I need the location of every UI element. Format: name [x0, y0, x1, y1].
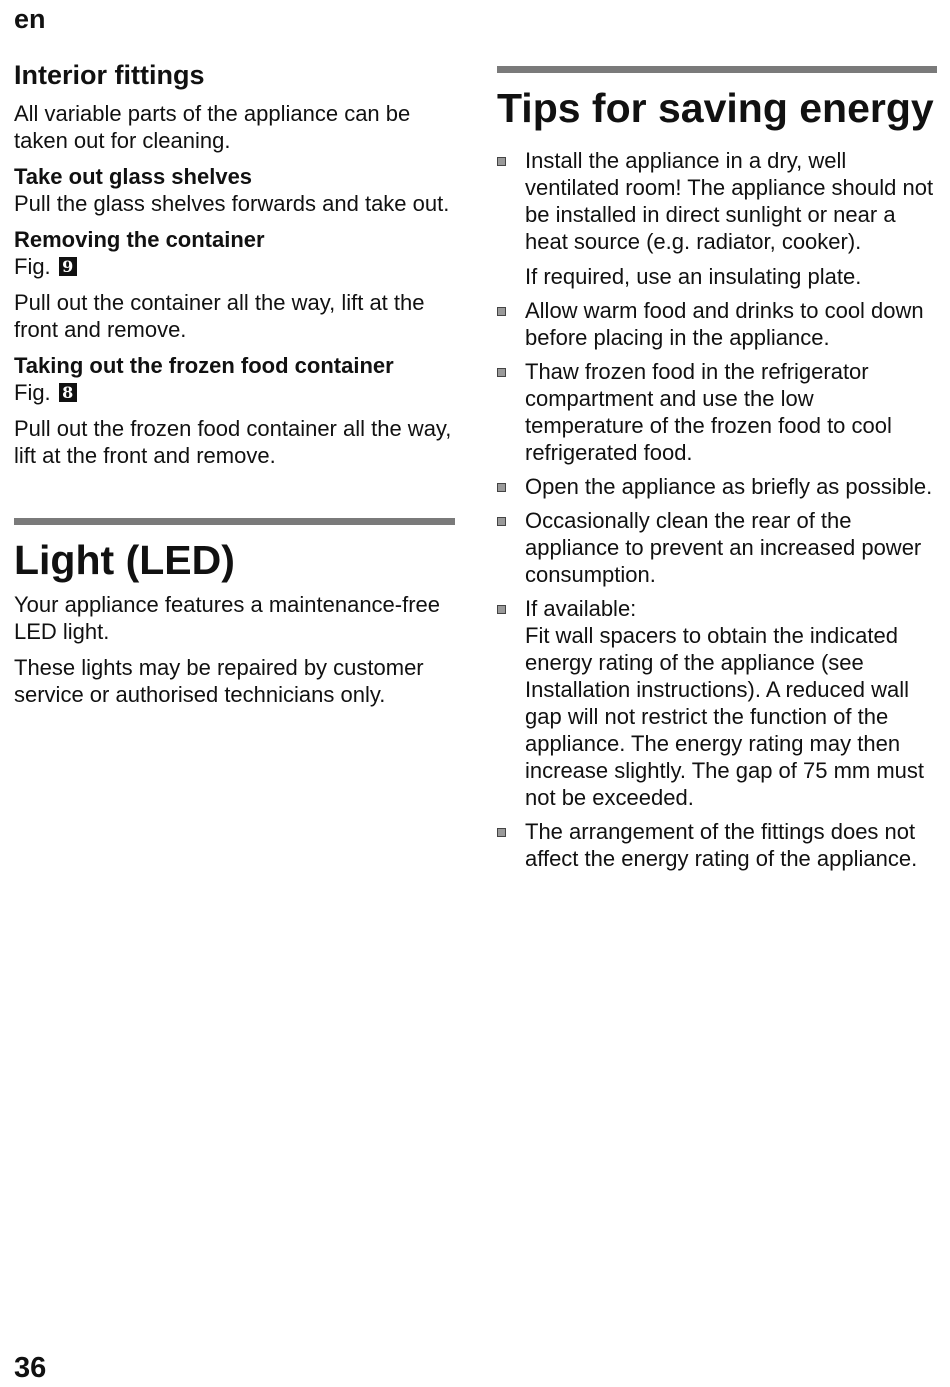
tips-heading: Tips for saving energy	[497, 85, 934, 131]
tip-text: The arrangement of the fittings does not affect the energy rating of the appliance.	[525, 819, 918, 871]
interior-fittings-heading: Interior fittings	[14, 60, 205, 90]
list-item	[497, 507, 937, 588]
list-item	[497, 297, 937, 351]
container-section	[14, 226, 455, 343]
tips-list	[497, 147, 937, 872]
list-item	[497, 595, 937, 811]
tip-extra-text: If required, use an insulating plate.	[525, 264, 862, 289]
square-bullet-icon	[497, 605, 506, 614]
square-bullet-icon	[497, 307, 506, 316]
fig-label: Fig.	[14, 380, 51, 405]
language-code: en	[14, 4, 46, 34]
fig-label: Fig.	[14, 254, 51, 279]
frozen-container-section	[14, 352, 455, 469]
right-column	[497, 66, 937, 879]
light-paragraph-2: These lights may be repaired by customer service or authorised technicians only.	[14, 655, 424, 707]
list-item	[497, 358, 937, 466]
square-bullet-icon	[497, 157, 506, 166]
fig-number-badge: 8	[59, 383, 77, 402]
square-bullet-icon	[497, 483, 506, 492]
light-section	[14, 518, 455, 708]
tip-text: Thaw frozen food in the refrigerator compartment and use the low temperature of the frozen food to cool refrigerated food.	[525, 359, 892, 465]
list-item	[497, 147, 937, 290]
left-column	[14, 58, 455, 708]
light-paragraph-1: Your appliance features a maintenance-free LED light.	[14, 592, 441, 644]
tip-text: Install the appliance in a dry, well ventilated room! The appliance should not be installed in direct sunlight or near a heat source (e.g. radiator, cooker).	[525, 148, 934, 254]
glass-shelves-text: Pull the glass shelves forwards and take out.	[14, 191, 450, 216]
tip-extra-text: Fit wall spacers to obtain the indicated energy rating of the appliance (see Installation instructions). A reduced wall gap will not restrict the function of the appliance. The energy rating may then increase slightly. The gap of 75 mm must not be exceeded.	[525, 623, 925, 810]
tip-text: Open the appliance as briefly as possible.	[525, 474, 933, 499]
frozen-container-text: Pull out the frozen food container all the way, lift at the front and remove.	[14, 416, 452, 468]
tip-text: Allow warm food and drinks to cool down before placing in the appliance.	[525, 298, 924, 350]
container-text: Pull out the container all the way, lift at the front and remove.	[14, 290, 425, 342]
square-bullet-icon	[497, 517, 506, 526]
glass-shelves-heading: Take out glass shelves	[14, 164, 253, 189]
page-number: 36	[14, 1352, 47, 1384]
section-divider	[497, 66, 937, 73]
tip-text: If available:	[525, 596, 637, 621]
frozen-container-heading: Taking out the frozen food container	[14, 353, 394, 378]
square-bullet-icon	[497, 368, 506, 377]
list-item	[497, 473, 937, 500]
fig-number-badge: 9	[59, 257, 77, 276]
interior-intro: All variable parts of the appliance can be taken out for cleaning.	[14, 101, 411, 153]
container-heading: Removing the container	[14, 227, 265, 252]
frozen-fig-ref	[14, 379, 77, 406]
square-bullet-icon	[497, 828, 506, 837]
section-divider	[14, 518, 455, 525]
list-item	[497, 818, 937, 872]
glass-shelves-section	[14, 163, 455, 217]
tip-text: Occasionally clean the rear of the appliance to prevent an increased power consumption.	[525, 508, 922, 587]
light-heading: Light (LED)	[14, 537, 235, 583]
container-fig-ref	[14, 253, 77, 280]
